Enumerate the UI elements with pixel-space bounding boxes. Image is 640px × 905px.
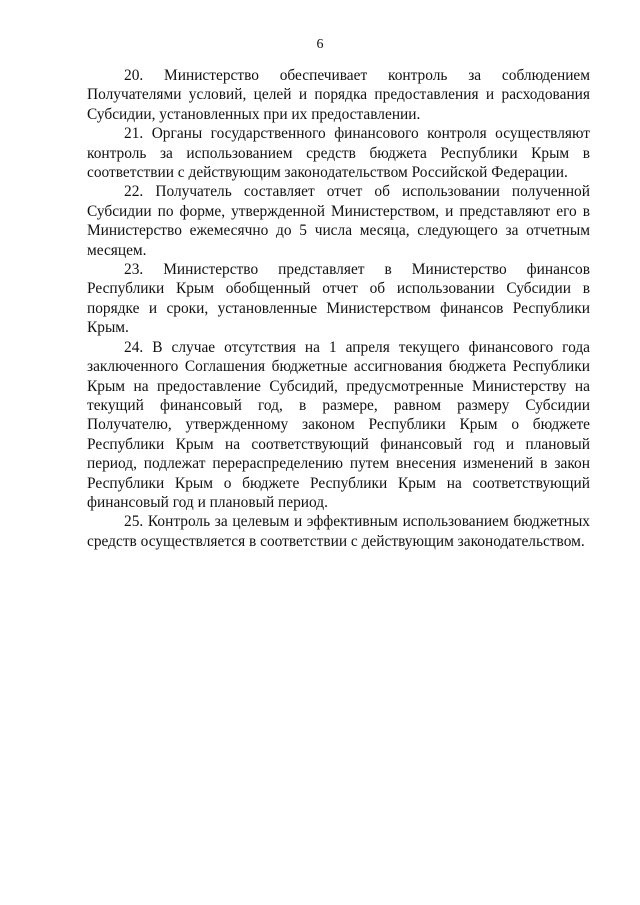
paragraph-22: 22. Получатель составляет отчет об использовании полученной Субсидии по форме, утвержденной Министерством, и представляют его в Министерство ежемесячно до 5 числа месяца, следующего за отчетным месяцем. — [87, 183, 590, 259]
paragraph-23: 23. Министерство представляет в Министерство финансов Республики Крым обобщенный отчет об использовании Субсидии в порядке и сроки, установленные Министерством финансов Республики Крым. — [87, 261, 590, 337]
paragraph-25: 25. Контроль за целевым и эффективным использованием бюджетных средств осуществляется в соответствии с действующим законодательством. — [87, 513, 590, 550]
document-body — [87, 66, 590, 551]
paragraph-24: 24. В случае отсутствия на 1 апреля текущего финансового года заключенного Соглашения бюджетные ассигнования бюджета Республики Крым на предоставление Субсидий, предусмотренные Министерству на текущий финансовый год, в размере, равном размеру Субсидии Получателю, утвержденному законом Республики Крым о бюджете Республики Крым на соответствующий финансовый год и плановый период, подлежат перераспределению путем внесения изменений в закон Республики Крым о бюджете Республики Крым на соответствующий финансовый год и плановый период. — [87, 338, 590, 511]
page-number: 6 — [316, 37, 324, 52]
paragraph-20: 20. Министерство обеспечивает контроль за соблюдением Получателями условий, целей и порядка предоставления и расходования Субсидии, установленных при их предоставлении. — [87, 67, 590, 123]
paragraph-21: 21. Органы государственного финансового контроля осуществляют контроль за использованием средств бюджета Республики Крым в соответствии с действующим законодательством Российской Федерации. — [87, 125, 590, 182]
